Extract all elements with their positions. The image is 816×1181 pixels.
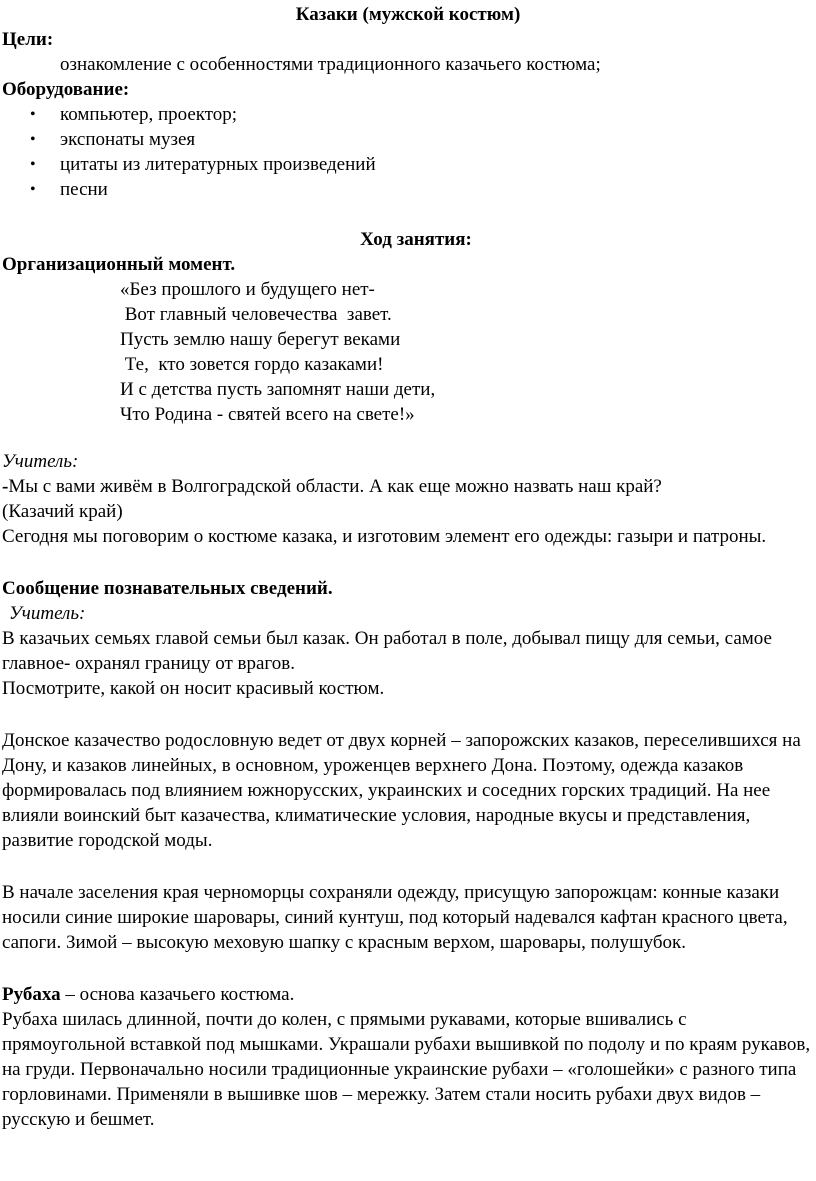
poem-line: И с детства пусть запомнят наши дети, — [120, 379, 436, 400]
teacher-label: Учитель: — [2, 451, 79, 472]
list-item: • компьютер, проектор; — [2, 102, 814, 127]
equipment-list — [2, 102, 814, 202]
poem-line: Пусть землю нашу берегут веками — [120, 329, 401, 350]
poem-line: Вот главный человечества завет. — [120, 304, 392, 325]
info-heading: Сообщение познавательных сведений. — [2, 578, 333, 599]
teacher-answer: (Казачий край) — [2, 501, 123, 522]
paragraph: В начале заселения края черноморцы сохраняли одежду, присущую запорожцам: конные казаки носили синие широкие шаровары, синий кунтуш, под который надевался кафтан красного цвета, сапоги. Зимой – высокую меховую шапку с красным верхом, шаровары, полушубок. — [2, 882, 788, 953]
paragraph: В казачьих семьях главой семьи был казак. Он работал в поле, добывал пищу для семьи, самое главное- охранял границу от врагов. — [2, 628, 772, 674]
teacher-question: Мы с вами живём в Волгоградской области. А как еще можно назвать наш край? — [8, 476, 662, 497]
teacher-label-2: Учитель: — [9, 603, 86, 624]
goals-text: ознакомление с особенностями традиционного казачьего костюма; — [60, 54, 601, 75]
poem — [2, 277, 814, 427]
poem-line: «Без прошлого и будущего нет- — [120, 279, 375, 300]
teacher-intro: Сегодня мы поговорим о костюме казака, и изготовим элемент его одежды: газыри и патроны. — [2, 526, 767, 547]
paragraph: Посмотрите, какой он носит красивый костюм. — [2, 678, 385, 699]
poem-line: Что Родина - святей всего на свете!» — [120, 404, 415, 425]
list-item: • песни — [2, 177, 814, 202]
shirt-definition: – основа казачьего костюма. — [60, 984, 295, 1005]
document-page — [2, 2, 814, 1132]
org-moment-heading: Организационный момент. — [2, 254, 236, 275]
paragraph: Рубаха шилась длинной, почти до колен, с прямыми рукавами, которые вшивались с прямоугольной вставкой под мышками. Украшали рубахи вышивкой по подолу и по краям рукавов, на груди. Первоначально носили традиционные украинские рубахи – «голошейки» с разного типа горловинами. Применяли в вышивке шов – мережку. Затем стали носить рубахи двух видов – русскую и бешмет. — [2, 1009, 811, 1130]
paragraph: Донское казачество родословную ведет от двух корней – запорожских казаков, переселившихся на Дону, и казаков линейных, в основном, уроженцев верхнего Дона. Поэтому, одежда казаков формировалась под влиянием южнорусских, украинских и соседних горских традиций. На нее влияли воинский быт казачества, климатические условия, народные вкусы и представления, развитие городской моды. — [2, 730, 801, 851]
shirt-line — [2, 982, 814, 1007]
list-item: • экспонаты музея — [2, 127, 814, 152]
equipment-heading: Оборудование: — [2, 79, 130, 100]
dash: - — [2, 476, 9, 497]
list-item: • цитаты из литературных произведений — [2, 152, 814, 177]
teacher-line — [2, 474, 814, 499]
lesson-heading: Ход занятия: — [360, 229, 472, 250]
shirt-term: Рубаха — [2, 984, 61, 1005]
goals-heading: Цели: — [2, 29, 54, 50]
document-title: Казаки (мужской костюм) — [295, 4, 521, 25]
poem-line: Те, кто зовется гордо казаками! — [120, 354, 384, 375]
